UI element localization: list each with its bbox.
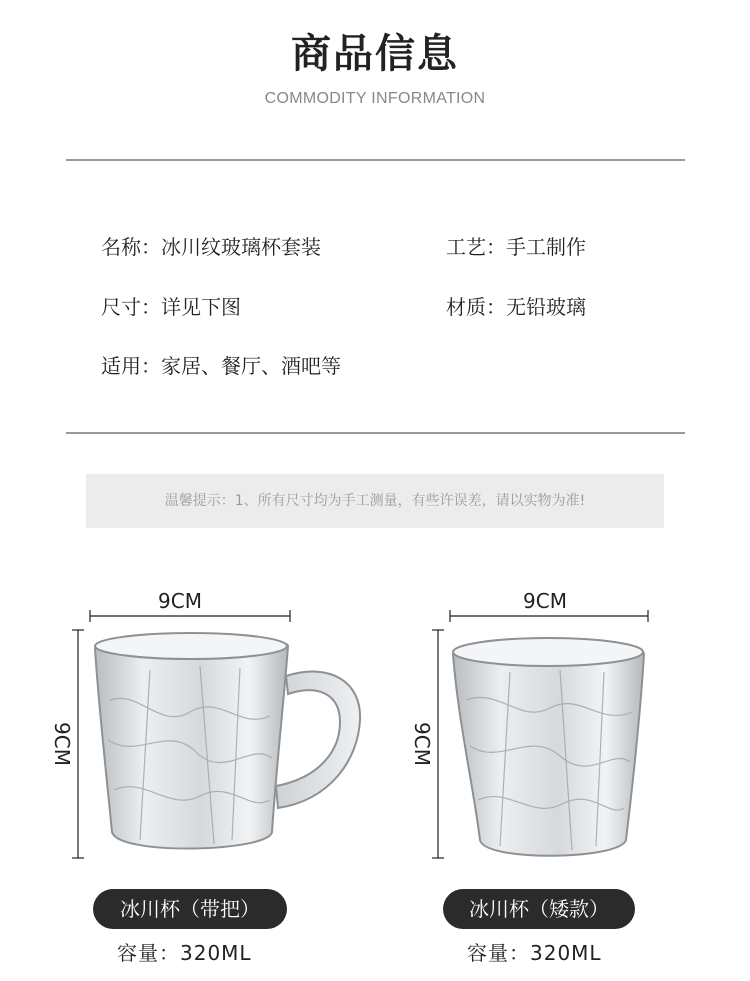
spec-usage: 适用：家居、餐厅、酒吧等: [101, 354, 341, 378]
tumbler-width-label: 9CM: [523, 589, 567, 613]
mug-capacity: 容量：320ML: [117, 941, 252, 965]
spec-size: 尺寸：详见下图: [101, 295, 241, 319]
measurement-note: 温馨提示：1、所有尺寸均为手工测量，有些许误差，请以实物为准!: [86, 474, 664, 528]
mug-height-label: 9CM: [49, 722, 74, 766]
spec-craft: 工艺：手工制作: [446, 235, 586, 259]
mug-width-label: 9CM: [158, 589, 202, 613]
page-subtitle: COMMODITY INFORMATION: [264, 90, 486, 107]
spec-material: 材质：无铅玻璃: [446, 295, 586, 319]
mug-name-badge: 冰川杯（带把）: [93, 889, 287, 929]
spec-name: 名称：冰川纹玻璃杯套装: [101, 235, 321, 259]
tumbler-height-label: 9CM: [409, 722, 434, 766]
glacier-tumbler-illustration: [453, 638, 644, 856]
glacier-mug-illustration: [95, 633, 360, 849]
tumbler-name-badge: 冰川杯（矮款）: [443, 889, 635, 929]
tumbler-capacity: 容量：320ML: [467, 941, 602, 965]
page-title: 商品信息: [291, 31, 459, 77]
